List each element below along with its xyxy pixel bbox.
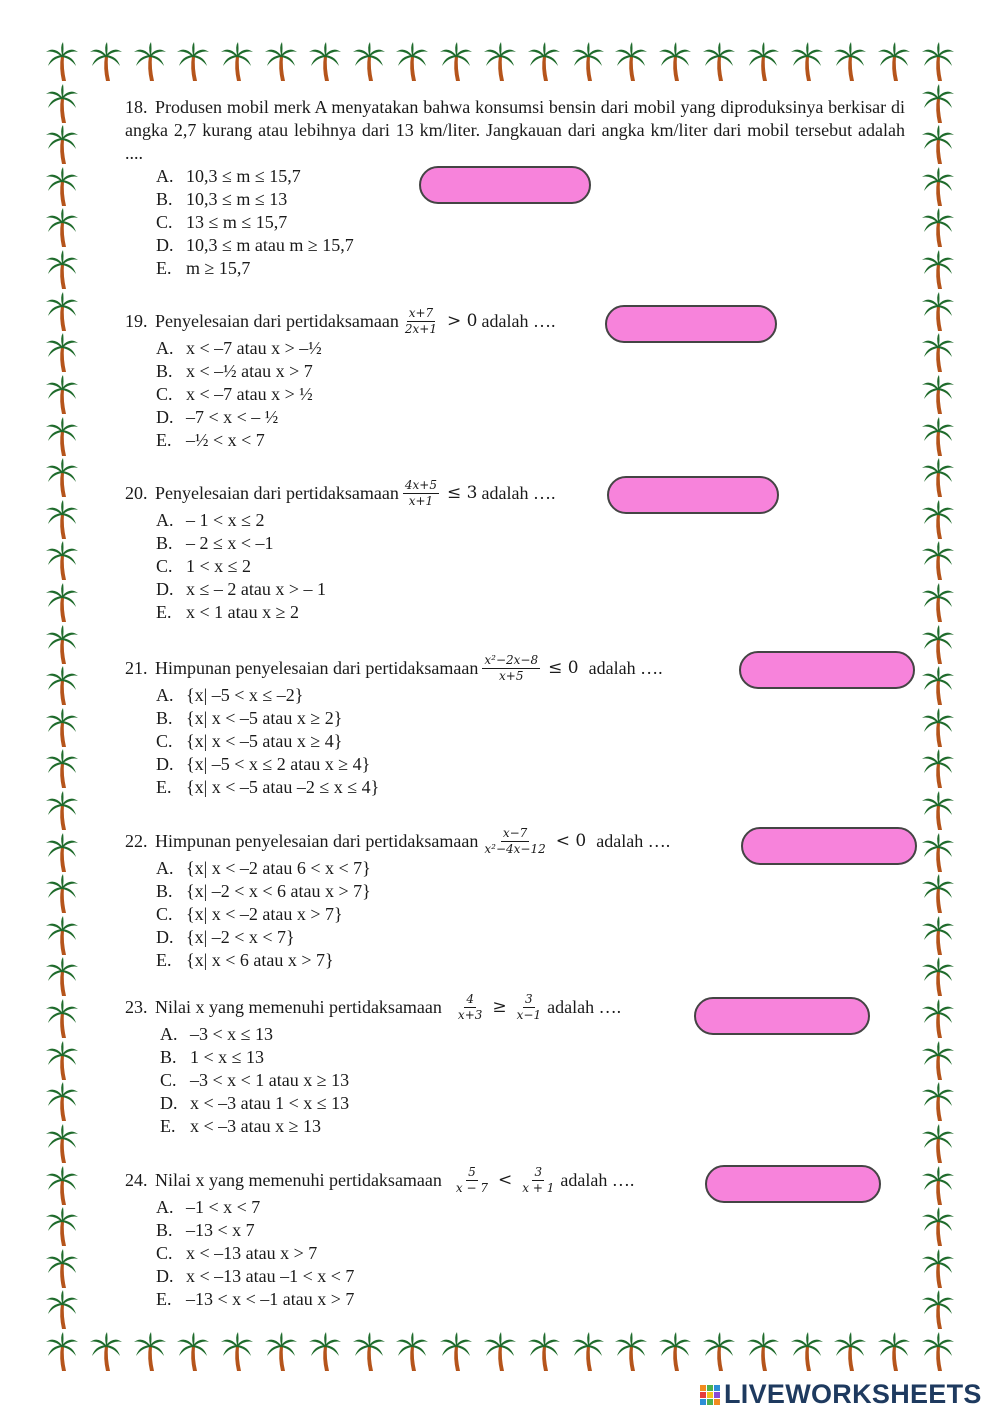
palm-tree-icon [921, 1332, 955, 1372]
palm-tree-icon [921, 417, 955, 457]
question-23 [125, 992, 621, 1138]
question-suffix: adalah …. [560, 1170, 635, 1190]
palm-tree-icon [877, 42, 911, 82]
option-e: E. {x| x < –5 atau –2 ≤ x ≤ 4} [156, 777, 380, 797]
palm-tree-icon [45, 1124, 79, 1164]
palm-tree-icon [439, 42, 473, 82]
palm-tree-icon [176, 42, 210, 82]
palm-tree-icon [921, 42, 955, 82]
palm-tree-icon [45, 417, 79, 457]
palm-tree-icon [176, 1332, 210, 1372]
palm-tree-icon [921, 833, 955, 873]
brand-wordmark: LIVEWORKSHEETS [724, 1379, 982, 1409]
answer-field-23[interactable] [694, 997, 870, 1035]
palm-tree-icon [483, 1332, 517, 1372]
palm-tree-icon [921, 250, 955, 290]
options-list [125, 1023, 621, 1138]
option-e: E. x < 1 atau x ≥ 2 [156, 602, 300, 622]
palm-tree-icon [921, 791, 955, 831]
option-d: D. x < –3 atau 1 < x ≤ 13 [160, 1093, 350, 1113]
option-b: B. 10,3 ≤ m ≤ 13 [156, 189, 288, 209]
option-a: A. {x| x < –2 atau 6 < x < 7} [156, 858, 371, 878]
option-b: B. 1 < x ≤ 13 [160, 1047, 265, 1067]
option-a: A. –1 < x < 7 [156, 1197, 261, 1217]
palm-tree-icon [702, 1332, 736, 1372]
question-19 [125, 306, 555, 452]
option-e: E. m ≥ 15,7 [156, 258, 251, 278]
question-number: 22. [125, 831, 148, 851]
palm-tree-icon [877, 1332, 911, 1372]
relation: ≤ 0 [548, 658, 579, 678]
answer-field-19[interactable] [605, 305, 777, 343]
palm-tree-icon [921, 999, 955, 1039]
palm-tree-icon [921, 916, 955, 956]
fraction: $\frac{x+7}{2x+1}$ [404, 306, 437, 336]
liveworksheets-brand [700, 1379, 982, 1410]
palm-tree-icon [45, 1041, 79, 1081]
palm-tree-icon [395, 42, 429, 82]
answer-field-20[interactable] [607, 476, 779, 514]
question-suffix: adalah …. [547, 997, 622, 1017]
palm-tree-icon [921, 1290, 955, 1330]
question-prefix: Nilai x yang memenuhi pertidaksamaan [155, 1170, 442, 1190]
palm-tree-icon [921, 666, 955, 706]
question-prefix: Himpunan penyelesaian dari pertidaksamaan [155, 831, 479, 851]
relation: ≤ 3 [447, 483, 478, 503]
option-c: C. x < –13 atau x > 7 [156, 1243, 318, 1263]
palm-tree-icon [921, 1124, 955, 1164]
options-list [125, 337, 555, 452]
option-d: D. x ≤ – 2 atau x > – 1 [156, 579, 327, 599]
palm-tree-icon [45, 333, 79, 373]
palm-tree-icon [921, 874, 955, 914]
palm-tree-icon [264, 1332, 298, 1372]
palm-tree-icon [45, 1166, 79, 1206]
palm-tree-icon [45, 999, 79, 1039]
palm-tree-icon [133, 42, 167, 82]
question-prefix: Himpunan penyelesaian dari pertidaksamaan [155, 658, 479, 678]
question-20 [125, 478, 555, 624]
palm-tree-icon [45, 791, 79, 831]
option-b: B. {x| x < –5 atau x ≥ 2} [156, 708, 343, 728]
option-a: A. x < –7 atau x > –½ [156, 338, 322, 358]
palm-tree-icon [790, 1332, 824, 1372]
palm-tree-icon [45, 625, 79, 665]
question-21 [125, 653, 663, 799]
relation: ≥ [492, 997, 507, 1017]
palm-tree-icon [921, 708, 955, 748]
option-e: E. {x| x < 6 atau x > 7} [156, 950, 334, 970]
palm-tree-icon [921, 333, 955, 373]
palm-tree-icon [921, 1249, 955, 1289]
palm-tree-icon [220, 42, 254, 82]
question-prefix: Penyelesaian dari pertidaksamaan [155, 311, 399, 331]
answer-field-21[interactable] [739, 651, 915, 689]
palm-tree-icon [702, 42, 736, 82]
option-b: B. –13 < x 7 [156, 1220, 255, 1240]
palm-tree-icon [45, 1290, 79, 1330]
palm-tree-icon [571, 42, 605, 82]
palm-tree-icon [921, 375, 955, 415]
palm-tree-icon [45, 708, 79, 748]
palm-tree-icon [921, 1082, 955, 1122]
option-d: D. 10,3 ≤ m atau m ≥ 15,7 [156, 235, 354, 255]
palm-tree-icon [89, 1332, 123, 1372]
fraction-right: $\frac{3}{x + 1}$ [522, 1165, 555, 1195]
palm-tree-icon [614, 1332, 648, 1372]
palm-tree-icon [264, 42, 298, 82]
palm-tree-icon [395, 1332, 429, 1372]
option-c: C. x < –7 atau x > ½ [156, 384, 313, 404]
palm-tree-icon [921, 1207, 955, 1247]
options-list [125, 509, 555, 624]
palm-tree-icon [45, 250, 79, 290]
question-number: 21. [125, 658, 148, 678]
option-e: E. –13 < x < –1 atau x > 7 [156, 1289, 355, 1309]
fraction: $\frac{\text{x²−2x−8}}{x+5}$ [484, 653, 539, 683]
question-suffix: adalah …. [588, 658, 663, 678]
question-prefix: Nilai x yang memenuhi pertidaksamaan [155, 997, 442, 1017]
palm-tree-icon [833, 42, 867, 82]
option-d: D. x < –13 atau –1 < x < 7 [156, 1266, 355, 1286]
fraction-right: $\frac{3}{x-1}$ [516, 992, 542, 1022]
question-22 [125, 826, 670, 972]
option-b: B. {x| –2 < x < 6 atau x > 7} [156, 881, 371, 901]
option-b: B. – 2 ≤ x < –1 [156, 533, 274, 553]
relation: > 0 [447, 311, 478, 331]
palm-tree-icon [921, 208, 955, 248]
palm-tree-icon [45, 916, 79, 956]
palm-tree-icon [921, 1041, 955, 1081]
palm-tree-icon [45, 541, 79, 581]
question-number: 20. [125, 483, 148, 503]
question-number: 19. [125, 311, 148, 331]
palm-tree-icon [89, 42, 123, 82]
option-b: B. x < –½ atau x > 7 [156, 361, 313, 381]
fraction: $\frac{x-7}{\text{x²−4x−12}}$ [484, 826, 546, 856]
palm-tree-icon [921, 583, 955, 623]
palm-tree-icon [658, 42, 692, 82]
question-suffix: adalah …. [596, 831, 671, 851]
option-c: C. 1 < x ≤ 2 [156, 556, 252, 576]
palm-tree-icon [921, 500, 955, 540]
relation: < [498, 1170, 513, 1190]
fraction-left: $\frac{5}{x - 7}$ [455, 1165, 489, 1195]
palm-tree-icon [45, 874, 79, 914]
options-list [125, 684, 663, 799]
palm-tree-icon [45, 1082, 79, 1122]
palm-tree-icon [921, 1166, 955, 1206]
palm-tree-icon [45, 84, 79, 124]
palm-tree-icon [45, 1332, 79, 1372]
question-number: 24. [125, 1170, 148, 1190]
answer-field-18[interactable] [419, 166, 591, 204]
palm-tree-icon [352, 42, 386, 82]
question-24 [125, 1165, 634, 1311]
palm-tree-icon [921, 625, 955, 665]
palm-tree-icon [45, 458, 79, 498]
option-c: C. –3 < x < 1 atau x ≥ 13 [160, 1070, 350, 1090]
option-a: A. – 1 < x ≤ 2 [156, 510, 265, 530]
palm-tree-icon [220, 1332, 254, 1372]
palm-tree-icon [352, 1332, 386, 1372]
option-a: A. –3 < x ≤ 13 [160, 1024, 274, 1044]
option-c: C. {x| x < –2 atau x > 7} [156, 904, 343, 924]
palm-tree-icon [614, 42, 648, 82]
palm-tree-icon [571, 1332, 605, 1372]
palm-tree-icon [658, 1332, 692, 1372]
palm-tree-icon [45, 42, 79, 82]
palm-tree-icon [921, 167, 955, 207]
option-e: E. –½ < x < 7 [156, 430, 265, 450]
palm-tree-icon [527, 1332, 561, 1372]
palm-tree-icon [308, 1332, 342, 1372]
fraction-left: $\frac{4}{x+3}$ [457, 992, 483, 1022]
option-c: C. {x| x < –5 atau x ≥ 4} [156, 731, 343, 751]
palm-tree-icon [921, 749, 955, 789]
option-e: E. x < –3 atau x ≥ 13 [160, 1116, 322, 1136]
palm-tree-icon [746, 42, 780, 82]
options-list [125, 1196, 634, 1311]
palm-tree-icon [133, 1332, 167, 1372]
palm-tree-icon [921, 458, 955, 498]
question-prefix: Penyelesaian dari pertidaksamaan [155, 483, 399, 503]
palm-tree-icon [45, 666, 79, 706]
palm-tree-icon [45, 957, 79, 997]
palm-tree-icon [439, 1332, 473, 1372]
answer-field-22[interactable] [741, 827, 917, 865]
question-number: 18. [125, 97, 148, 117]
palm-tree-icon [921, 541, 955, 581]
palm-tree-icon [746, 1332, 780, 1372]
palm-tree-icon [45, 1249, 79, 1289]
palm-tree-icon [45, 833, 79, 873]
palm-tree-icon [921, 84, 955, 124]
palm-tree-icon [483, 42, 517, 82]
palm-tree-icon [833, 1332, 867, 1372]
option-d: D. {x| –2 < x < 7} [156, 927, 295, 947]
palm-tree-icon [527, 42, 561, 82]
option-a: A. {x| –5 < x ≤ –2} [156, 685, 304, 705]
palm-tree-icon [45, 500, 79, 540]
palm-tree-icon [45, 167, 79, 207]
palm-tree-icon [45, 749, 79, 789]
palm-tree-icon [921, 292, 955, 332]
option-d: D. {x| –5 < x ≤ 2 atau x ≥ 4} [156, 754, 371, 774]
options-list [125, 857, 670, 972]
palm-tree-icon [45, 583, 79, 623]
question-suffix: adalah …. [481, 311, 556, 331]
palm-tree-icon [45, 375, 79, 415]
fraction: $\frac{4x+5}{x+1}$ [404, 478, 437, 508]
palm-tree-icon [790, 42, 824, 82]
option-d: D. –7 < x < – ½ [156, 407, 279, 427]
answer-field-24[interactable] [705, 1165, 881, 1203]
option-c: C. 13 ≤ m ≤ 15,7 [156, 212, 288, 232]
palm-tree-icon [45, 292, 79, 332]
palm-tree-icon [921, 125, 955, 165]
question-suffix: adalah …. [481, 483, 556, 503]
palm-tree-icon [45, 125, 79, 165]
question-number: 23. [125, 997, 148, 1017]
palm-tree-icon [308, 42, 342, 82]
palm-tree-icon [921, 957, 955, 997]
liveworksheets-logo-icon [700, 1385, 720, 1405]
palm-tree-icon [45, 1207, 79, 1247]
palm-tree-icon [45, 208, 79, 248]
option-a: A. 10,3 ≤ m ≤ 15,7 [156, 166, 301, 186]
question-text: Produsen mobil merk A menyatakan bahwa konsumsi bensin dari mobil yang diproduksinya berkisar di angka 2,7 kurang atau lebihnya dari 13 km/liter. Jangkauan dari angka km/liter dari mobil tersebut adalah .... [125, 97, 905, 163]
relation: < 0 [555, 831, 587, 851]
